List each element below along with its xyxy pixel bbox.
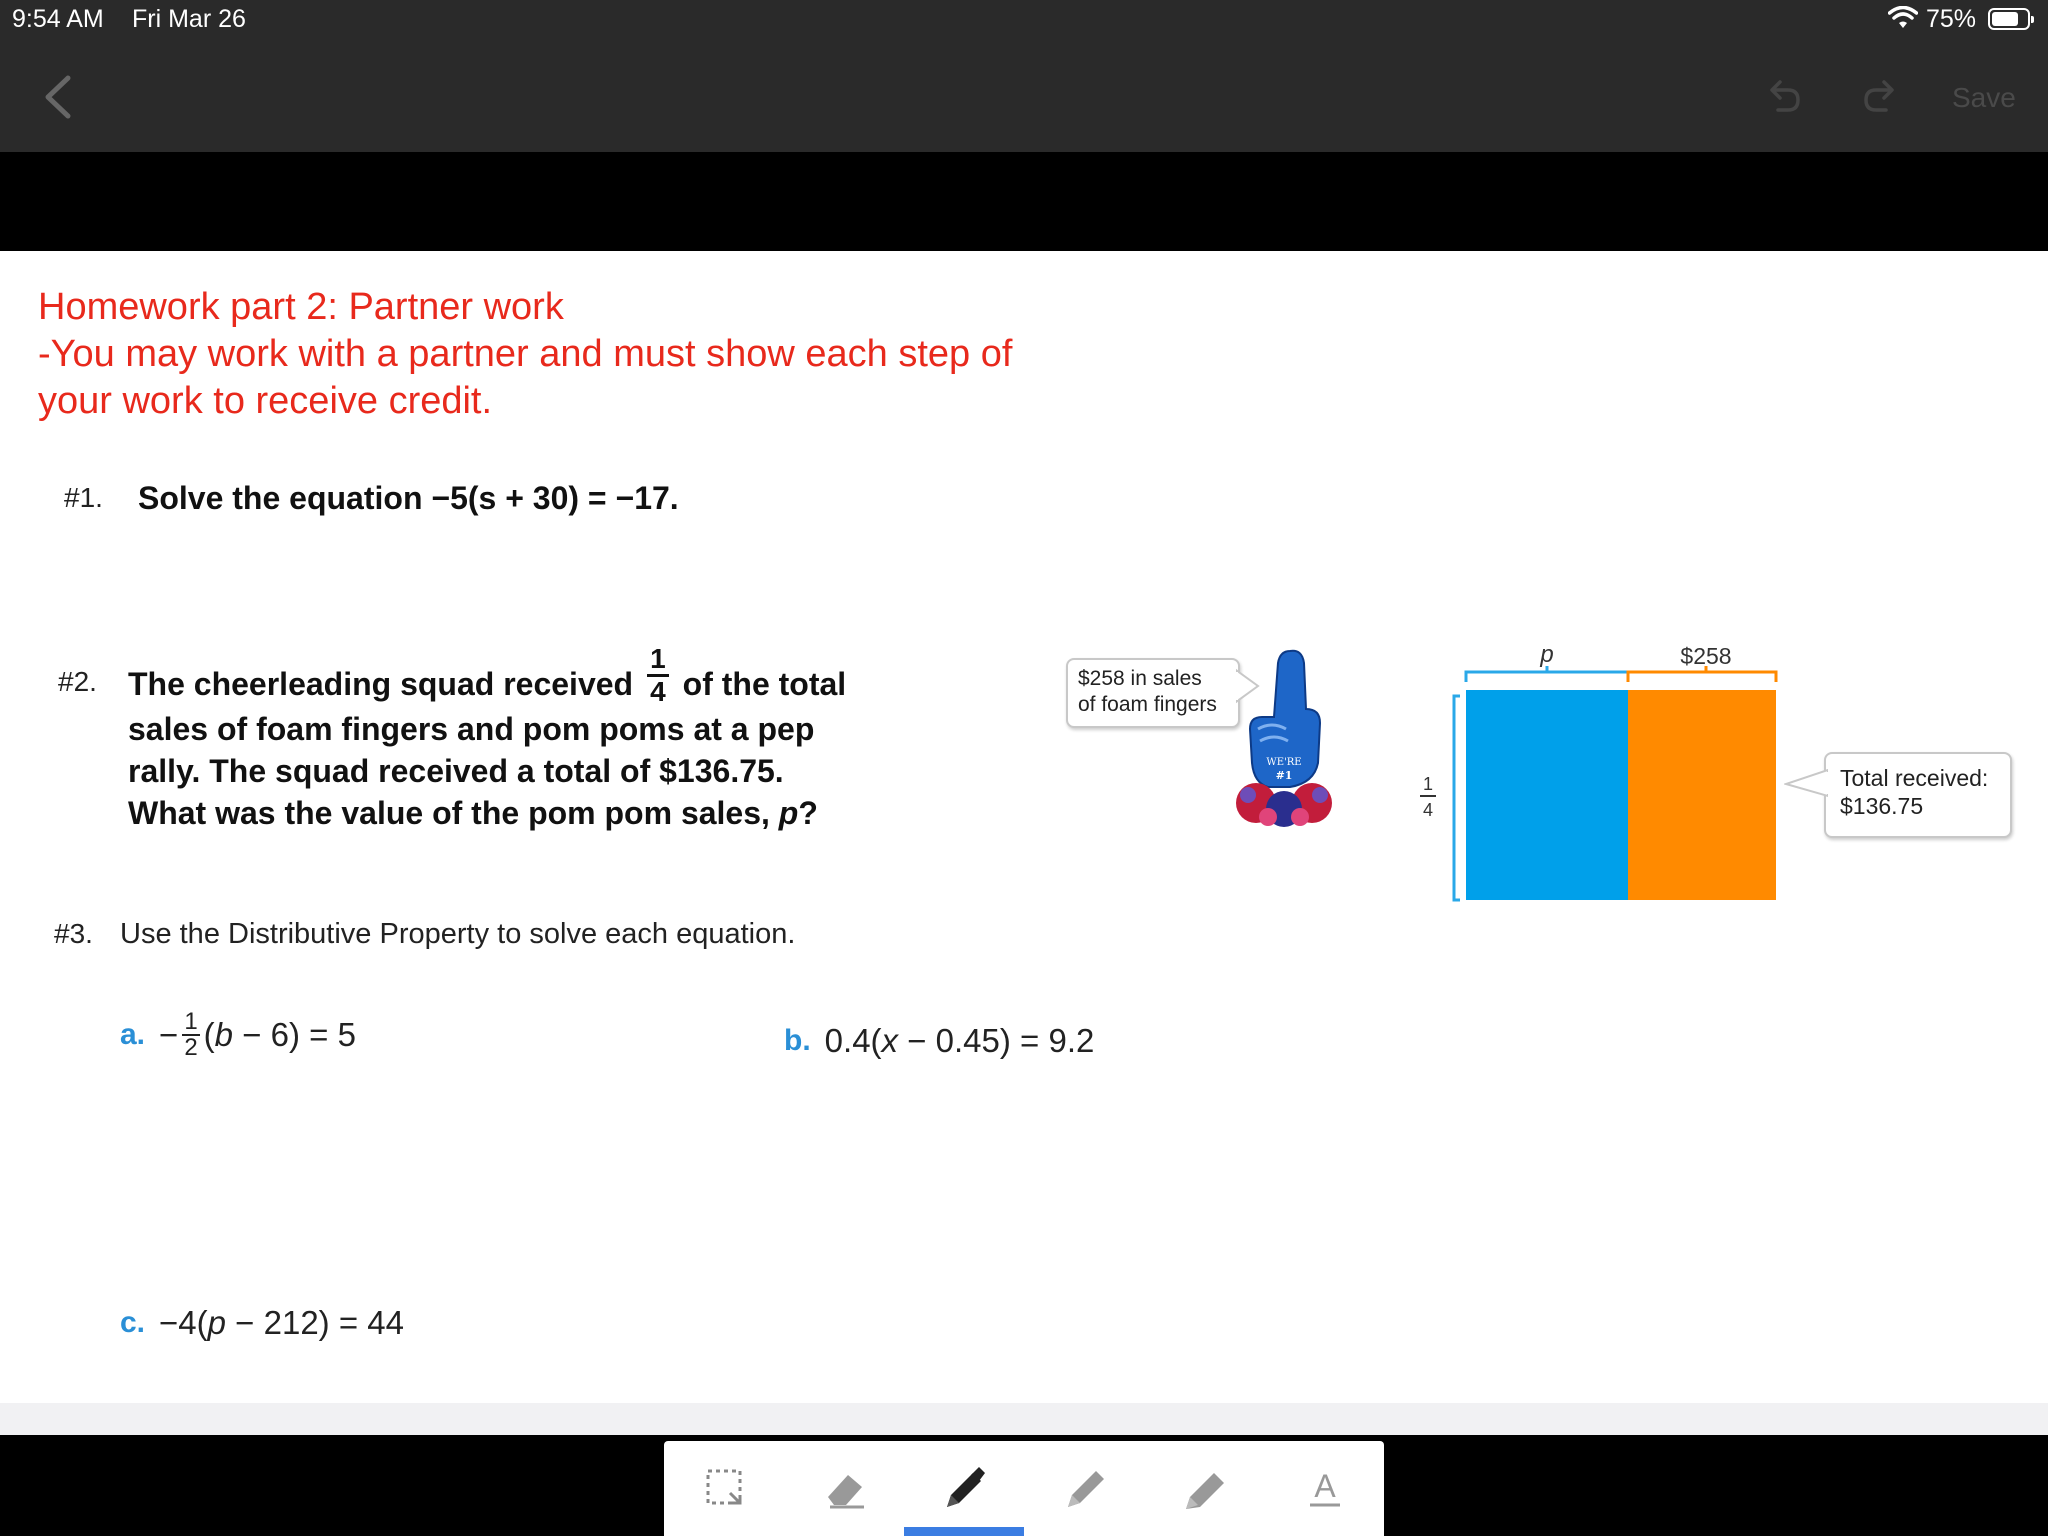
equation-b-var: x [881,1022,899,1059]
question-2-line-4 [128,792,846,834]
equation-a [120,1010,356,1060]
finger-text-2: #1 [1275,769,1293,782]
heading-line-1: Homework part 2: Partner work [38,286,564,328]
equation-c-prefix: −4( [159,1304,208,1341]
question-2-line-1 [128,643,847,708]
heading-line-2: -You may work with a partner and must show each step of [38,333,1013,375]
p-brace [1466,666,1628,682]
equation-a-var: b [214,1016,234,1053]
question-1-text: Solve the equation −5(s + 30) = −17. [138,480,679,516]
equation-a-frac-den: 2 [184,1034,198,1061]
equation-c [120,1304,404,1342]
nav-bar [0,38,2048,152]
select-icon[interactable] [700,1463,750,1513]
question-2-line-4-suffix: ? [798,795,818,831]
fraction-numerator: 1 [647,644,669,677]
equation-c-rest: − 212) = 44 [226,1304,404,1341]
question-3-text: Use the Distributive Property to solve each equation. [120,918,796,950]
pen-icon[interactable] [939,1463,989,1513]
total-callout-pointer [1784,766,1828,806]
equation-a-open: ( [203,1016,215,1053]
fraction-denominator: 4 [650,676,666,707]
question-2-text-before: The cheerleading squad received [128,666,634,702]
question-2-text [128,643,847,834]
question-2-variable: p [778,795,799,831]
tape-fraction-den: 4 [1422,800,1434,820]
p-segment [1466,690,1628,900]
toolbar-area [0,152,2048,251]
tape-label-258: $258 [1680,643,1732,669]
marker-icon[interactable] [1180,1463,1230,1513]
finger-text-1: WE'RE [1266,757,1302,768]
drawing-toolbar [664,1441,1384,1536]
foam-finger-sales-callout [1066,658,1240,728]
status-bar [0,0,2048,38]
save-button[interactable]: Save [1952,82,2016,113]
question-2-text-after: of the total [682,666,847,702]
battery-icon [1988,8,2030,30]
tape-fraction-num: 1 [1422,774,1434,794]
sales-segment [1628,690,1776,900]
pencil-icon[interactable] [1060,1463,1110,1513]
total-received-callout [1824,752,2012,838]
status-time: 9:54 AM [12,5,104,33]
chevron-left-icon[interactable] [40,74,80,120]
equation-c-var: p [207,1304,227,1341]
question-3-number: #3. [54,918,93,949]
wifi-icon [1888,6,1918,37]
undo-icon[interactable] [1764,76,1804,116]
equation-b-prefix: 0.4( [824,1022,882,1059]
status-date: Fri Mar 26 [132,5,246,33]
equation-a-label: a. [120,1018,146,1051]
total-line-1: Total received: [1840,765,1989,791]
battery-percent: 75% [1926,5,1977,33]
tape-label-p: p [1540,641,1554,668]
question-2-number: #2. [58,666,97,697]
equation-b-label: b. [784,1024,811,1057]
equation-a-minus: − [159,1016,179,1053]
equation-b [784,1022,1094,1060]
left-brace [1454,696,1460,900]
question-2-line-3: rally. The squad received a total of $136.75. [128,753,784,789]
equation-a-rest: − 6) = 5 [233,1016,356,1053]
text-tool-glyph: A [1314,1468,1336,1504]
question-2-line-4-prefix: What was the value of the pom pom sales, [128,795,770,831]
question-2-line-2: sales of foam fingers and pom poms at a pep [128,711,815,747]
equation-a-frac-num: 1 [184,1008,198,1035]
active-tool-indicator [904,1527,1024,1536]
pom-poms [1236,783,1332,827]
question-1-number: #1. [64,482,103,513]
callout-line-1: $258 in sales [1078,667,1202,690]
callout-line-2: of foam fingers [1078,693,1217,716]
foam-finger-image [1228,645,1340,835]
eraser-icon[interactable] [820,1463,870,1513]
redo-icon[interactable] [1860,76,1900,116]
equation-c-label: c. [120,1306,146,1339]
battery-fill [1992,12,2018,26]
page-bottom-edge [0,1403,2048,1435]
equation-a-fraction [182,1010,199,1060]
equation-b-rest: − 0.45) = 9.2 [898,1022,1095,1059]
heading-line-3: your work to receive credit. [38,380,493,422]
total-line-2: $136.75 [1840,793,1924,819]
question-2-fraction [647,644,669,707]
text-icon[interactable] [1300,1463,1350,1513]
